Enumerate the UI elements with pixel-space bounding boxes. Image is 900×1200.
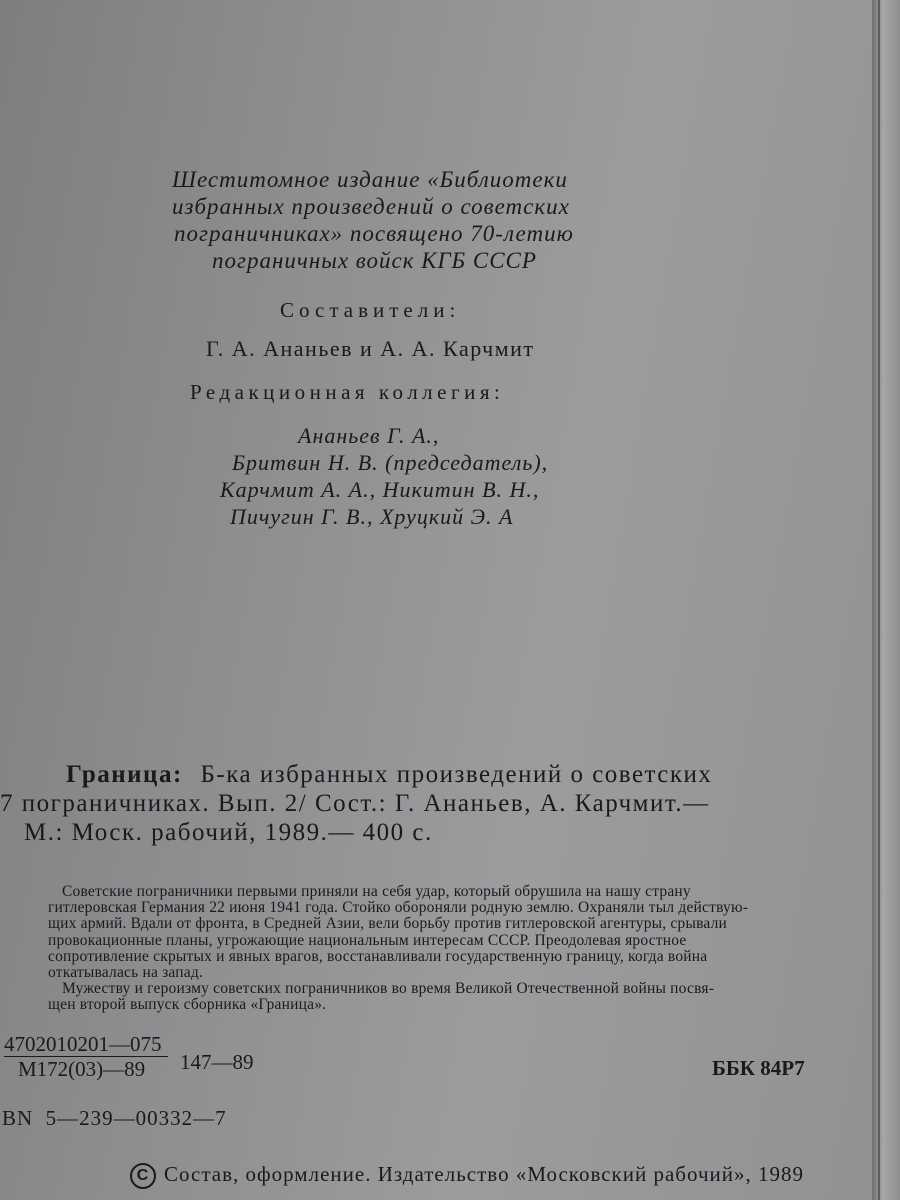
annotation-line: щих армий. Вдали от фронта, в Средней Азии, вели борьбу против гитлеровской агентуры, срывали [48,915,728,933]
copyright-line [130,1162,804,1189]
biblio-line-1 [0,760,712,789]
board-member-line: Карчмит А. А., Никитин В. Н., [220,477,540,502]
code-fraction [4,1032,168,1081]
dedication-line: избранных произведений о советских [172,194,570,219]
board-member-line: Пичугин Г. В., Хруцкий Э. А [230,504,514,529]
board-member-line: Бритвин Н. В. (председатель), [232,450,549,475]
bbk-code: ББК 84Р7 [712,1056,805,1080]
annotation-line: откатывалась на запад. [48,964,204,982]
annotation-line: Мужеству и героизму советских пограничников во время Великой Отечественной войны посвя- [62,980,715,998]
annotation-line: провокационные планы, угрожающие национальным интересам СССР. Преодолевая яростное [48,931,687,949]
order-number: 147—89 [180,1050,254,1074]
annotation-line: щен второй выпуск сборника «Граница». [48,996,327,1014]
dedication-line: пограничниках» посвящено 70-летию [174,221,574,246]
code-denominator: М172(03)—89 [18,1057,146,1081]
biblio-line1-rest: Б-ка избранных произведений о советских [200,761,713,788]
dedication-line: Шеститомное издание «Библиотеки [172,167,568,192]
board-member-line: Ананьев Г. А., [298,423,440,448]
bibliographic-record [0,760,712,847]
page-edge-line [878,0,880,1200]
dedication-line: пограничных войск КГБ СССР [212,248,537,273]
board-heading: Редакционная коллегия: [190,380,505,404]
adjacent-page-edge [872,0,900,1200]
compilers-heading: Составители: [280,298,461,322]
biblio-title: Граница: [66,761,183,788]
dedication-block [172,166,574,274]
annotation-line: гитлеровская Германия 22 июня 1941 года. Стойко обороняли родную землю. Охраняли тыл действую- [48,899,749,917]
annotation-line: Советские пограничники первыми приняли на себя удар, который обрушила на нашу страну [62,883,691,900]
annotation-line: сопротивление скрытых и явных врагов, восстанавливали государственную границу, когда война [48,947,708,965]
copyright-icon: C [130,1163,156,1189]
annotation [0,884,748,1014]
code-numerator: 4702010201—075 [4,1032,168,1057]
copyright-text: Состав, оформление. Издательство «Московский рабочий», 1989 [164,1162,804,1186]
biblio-line-2: 7 пограничниках. Вып. 2/ Сост.: Г. Ананьев, А. Карчмит.— [0,790,710,817]
board-members [0,422,900,530]
biblio-line-3: М.: Моск. рабочий, 1989.— 400 с. [24,819,433,846]
isbn: BN 5—239—00332—7 [2,1106,227,1130]
compilers-names: Г. А. Ананьев и А. А. Карчмит [206,336,535,361]
